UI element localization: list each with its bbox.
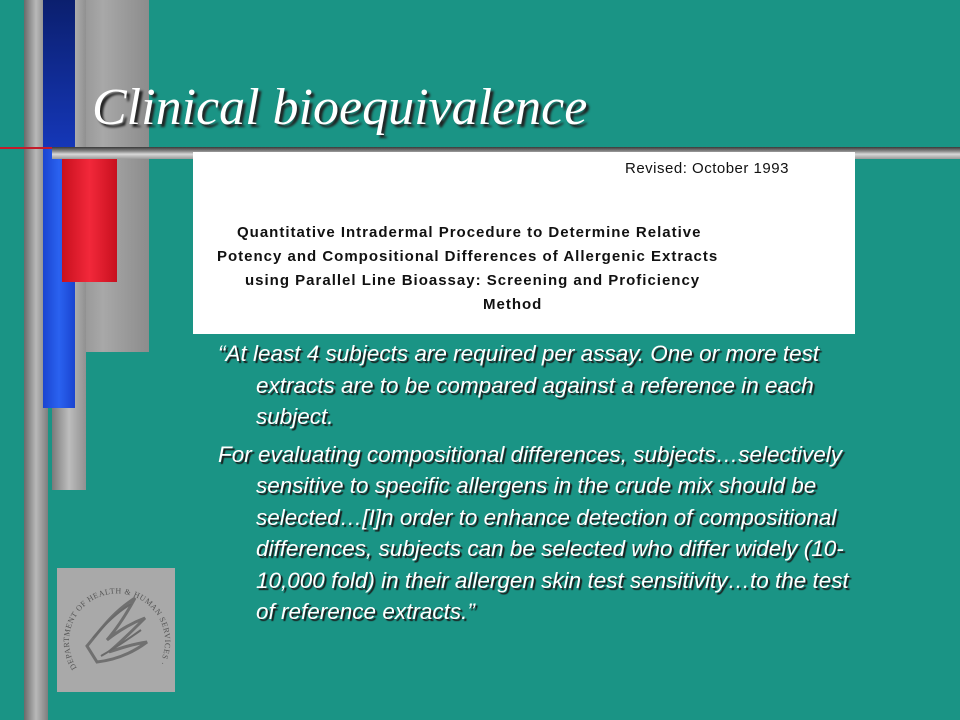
slide-title: Clinical bioequivalence [92,79,588,136]
document-title-line-1: Quantitative Intradermal Procedure to Determine Relative [237,224,702,241]
red-bar [62,150,117,282]
quote-paragraph-1: “At least 4 subjects are required per assay. One or more test extracts are to be compared against a reference in each subject. [218,341,820,429]
quote-paragraph-2: For evaluating compositional differences, subjects…selectively sensitive to specific allergens in the crude mix should be selected…[I]n order to enhance detection of compositional differences, subjects can be selected who differ widely (10-10,000 fold) in their allergen skin test sensitivity…to the test of reference extracts.” [218,441,849,624]
navy-bar [43,0,75,148]
document-excerpt-image [193,152,855,334]
document-title-line-3: using Parallel Line Bioassay: Screening and Proficiency [245,272,701,289]
document-revised-date: Revised: October 1993 [625,160,789,177]
quoted-body-text [218,338,858,634]
hhs-seal-icon [57,568,175,692]
document-title-line-2: Potency and Compositional Differences of Allergenic Extracts [217,248,719,265]
document-title-line-4: Method [483,296,543,313]
svg-text:DEPARTMENT OF HEALTH & HUMAN S: DEPARTMENT OF HEALTH & HUMAN SERVICES · [61,586,173,672]
